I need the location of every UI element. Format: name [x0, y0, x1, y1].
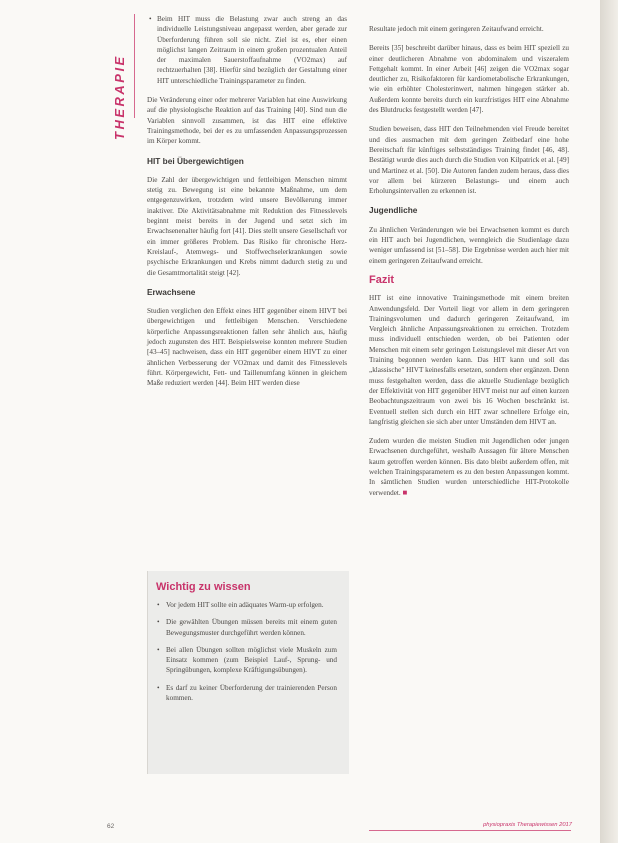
section-tag-label: THERAPIE [112, 54, 127, 140]
paragraph-text: Zudem wurden die meisten Studien mit Jugendlichen oder jungen Erwachsenen durchgeführt, weshalb Aussagen für ältere Menschen kaum getroffen werden können. Bis dato bleibt außerdem offen, mit welchen Trainingsparametern es zu den besten Anpassungen kommt. In sämtlichen Studien wurden unterschiedliche HIT-Protokolle verwendet. [369, 437, 569, 497]
info-box-item: • Bei allen Übungen sollten möglichst viele Muskeln zum Einsatz kommen (zum Beispiel Lauf-, Sprung- und Springübungen, komplexe Kräftigungsübungen). [156, 645, 337, 676]
paragraph [369, 436, 569, 498]
left-column [147, 14, 347, 398]
page-gutter [600, 0, 618, 843]
info-box-list [156, 600, 337, 703]
info-box [147, 571, 349, 774]
paragraph: Zu ähnlichen Veränderungen wie bei Erwachsenen kommt es durch ein HIT auch bei Jugendlichen, wenngleich die Studienlage dazu weniger umfassend ist [51–58]. Die Ergebnisse werden auch hier mit einem geringeren Zeitaufwand erreicht. [369, 225, 569, 265]
paragraph: Die Zahl der übergewichtigen und fettleibigen Menschen nimmt stetig zu. Bewegung ist eine bekannte Maßnahme, um dem entgegenzuwirken, trotzdem wird unsere Bevölkerung immer inaktiver. Die Aktivitätsabnahme mit Reduktion des Fitnesslevels beginnt meist bereits in der Jugend und setzt sich im Erwachsenenalter häufig fort [41]. Dies stellt unsere Gesellschaft vor ein immer größeres Problem. Das Risiko für chronische Herz-Kreislauf-, Atemwegs- und Stoffwechselerkrankungen sowie psychische Erkrankungen und Krebs nimmt dadurch stetig zu und die Gesamtmortalität steigt [42]. [147, 175, 347, 277]
section-tag [112, 20, 128, 150]
subsection-heading: Erwachsene [147, 286, 196, 297]
footer-divider [369, 830, 571, 831]
info-box-item: • Die gewählten Übungen müssen bereits mit einem guten Bewegungsmuster durchgeführt werden können. [156, 617, 337, 638]
paragraph: Bereits [35] beschreibt darüber hinaus, dass es beim HIT speziell zu einer deutlicheren Abnahme von abdominalem und viszeralem Fettgehalt kommt. In einer Arbeit [46] zeigen die VO2max sogar deutlicher zu, Risikofaktoren für kardiometabolische Erkrankungen, wie ein erhöhter Cholesterinwert, nahmen hingegen stärker ab. Außerdem konnte bereits durch ein kurzfristiges HIT eine Abnahme des Blutdrucks festgestellt werden [47]. [369, 44, 569, 115]
subsection-heading: Jugendliche [369, 205, 418, 216]
continued-bullet: • Beim HIT muss die Belastung zwar auch streng an das individuelle Leistungsniveau angepasst werden, aber gerade zur Überforderung führen soll sie nicht. Ziel ist es, eher einen möglichst langen Zeitraum in einem großen prozentualen Anteil der maximalen Sauerstoffaufnahme (VO2max) auf rechtzuerhalten [38]. Hierfür sind bezüglich der Gestaltung einer HIT unterschiedliche Trainingsparameter zu finden. [147, 14, 347, 86]
paragraph: Die Veränderung einer oder mehrerer Variablen hat eine Auswirkung auf die physiologische Reaktion auf das Training [40]. Sind nun die Variablen sinnvoll zusammen, ist das HIT eine effektive Trainingsmethode, bei der es zu umfassenden Anpassungsprozessen im Körper kommt. [147, 96, 347, 146]
info-box-item: • Es darf zu keiner Überforderung der trainierenden Person kommen. [156, 683, 337, 704]
paragraph: Studien beweisen, dass HIT den Teilnehmenden viel Freude bereitet und dies ausmachen mit dem geringen Zeitbedarf eine hohe Bereitschaft für künftiges selbstständiges Training findet [46, 48]. Bestätigt wurde dies auch durch die Studien von Kilpatrick et al. [49] und Martinez et al. [50]. Die Autoren fanden zudem heraus, dass dies vor allem bei kürzeren Belastungs- und einem auch Erholungsintervallen zu erkennen ist. [369, 125, 569, 196]
section-divider [134, 14, 135, 118]
page-number: 62 [107, 823, 115, 830]
info-box-title: Wichtig zu wissen [156, 581, 251, 593]
end-mark-icon: ■ [402, 487, 408, 497]
right-column [369, 24, 569, 507]
journal-name: physiopraxis Therapiewissen 2017 [483, 822, 572, 828]
paragraph: HIT ist eine innovative Trainingsmethode mit einem breiten Anwendungsfeld. Der Vorteil liegt vor allem in dem geringeren Trainingsvolumen und dadurch geringeren Zeitaufwand, im Vergleich ähnliche Anpassungsreaktionen zu erreichen. Trotzdem muss individuell entschieden werden, ob bei Patienten oder Menschen mit einem sehr geringen Leistungslevel mit dieser Art von Training begonnen werden kann. Das HIT kann und soll das „klassische" HIVT keinesfalls ersetzen, sondern eher ergänzen. Denn muss festgehalten werden, dass die aktuelle Studienlage bezüglich der Effektivität von HIT gegenüber HIVT meist nur auf einen kurzen Beobachtungszeitraum von zwei bis 16 Wochen beschränkt ist. Eventuell stellen sich durch ein HIT zwar schnellere Erfolge ein, langfristig gleichen sie sich aber unter Umständen dem HIVT an. [369, 294, 569, 426]
section-heading: HIT bei Übergewichtigen [147, 155, 244, 166]
conclusion-heading: Fazit [369, 273, 395, 286]
paragraph: Resultate jedoch mit einem geringeren Zeitaufwand erreicht. [369, 25, 544, 33]
paragraph: Studien verglichen den Effekt eines HIT gegenüber einem HIVT bei übergewichtigen und fettleibigen Menschen. Verschiedene körperliche Anpassungsreaktionen fallen sehr ähnlich aus, häufig jedoch zugunsten des HIT. Beispielsweise konnten mehrere Studien [43–45] nachweisen, dass ein HIT gegenüber einem HIVT zu einer ähnlichen Verbesserung der VO2max und damit des Fitnesslevels führt. Körpergewicht, Fett- und Taillenumfang können in gleichem Maße reduziert werden [44]. Beim HIT werden diese [147, 307, 347, 388]
info-box-item: • Vor jedem HIT sollte ein adäquates Warm-up erfolgen. [156, 600, 337, 610]
